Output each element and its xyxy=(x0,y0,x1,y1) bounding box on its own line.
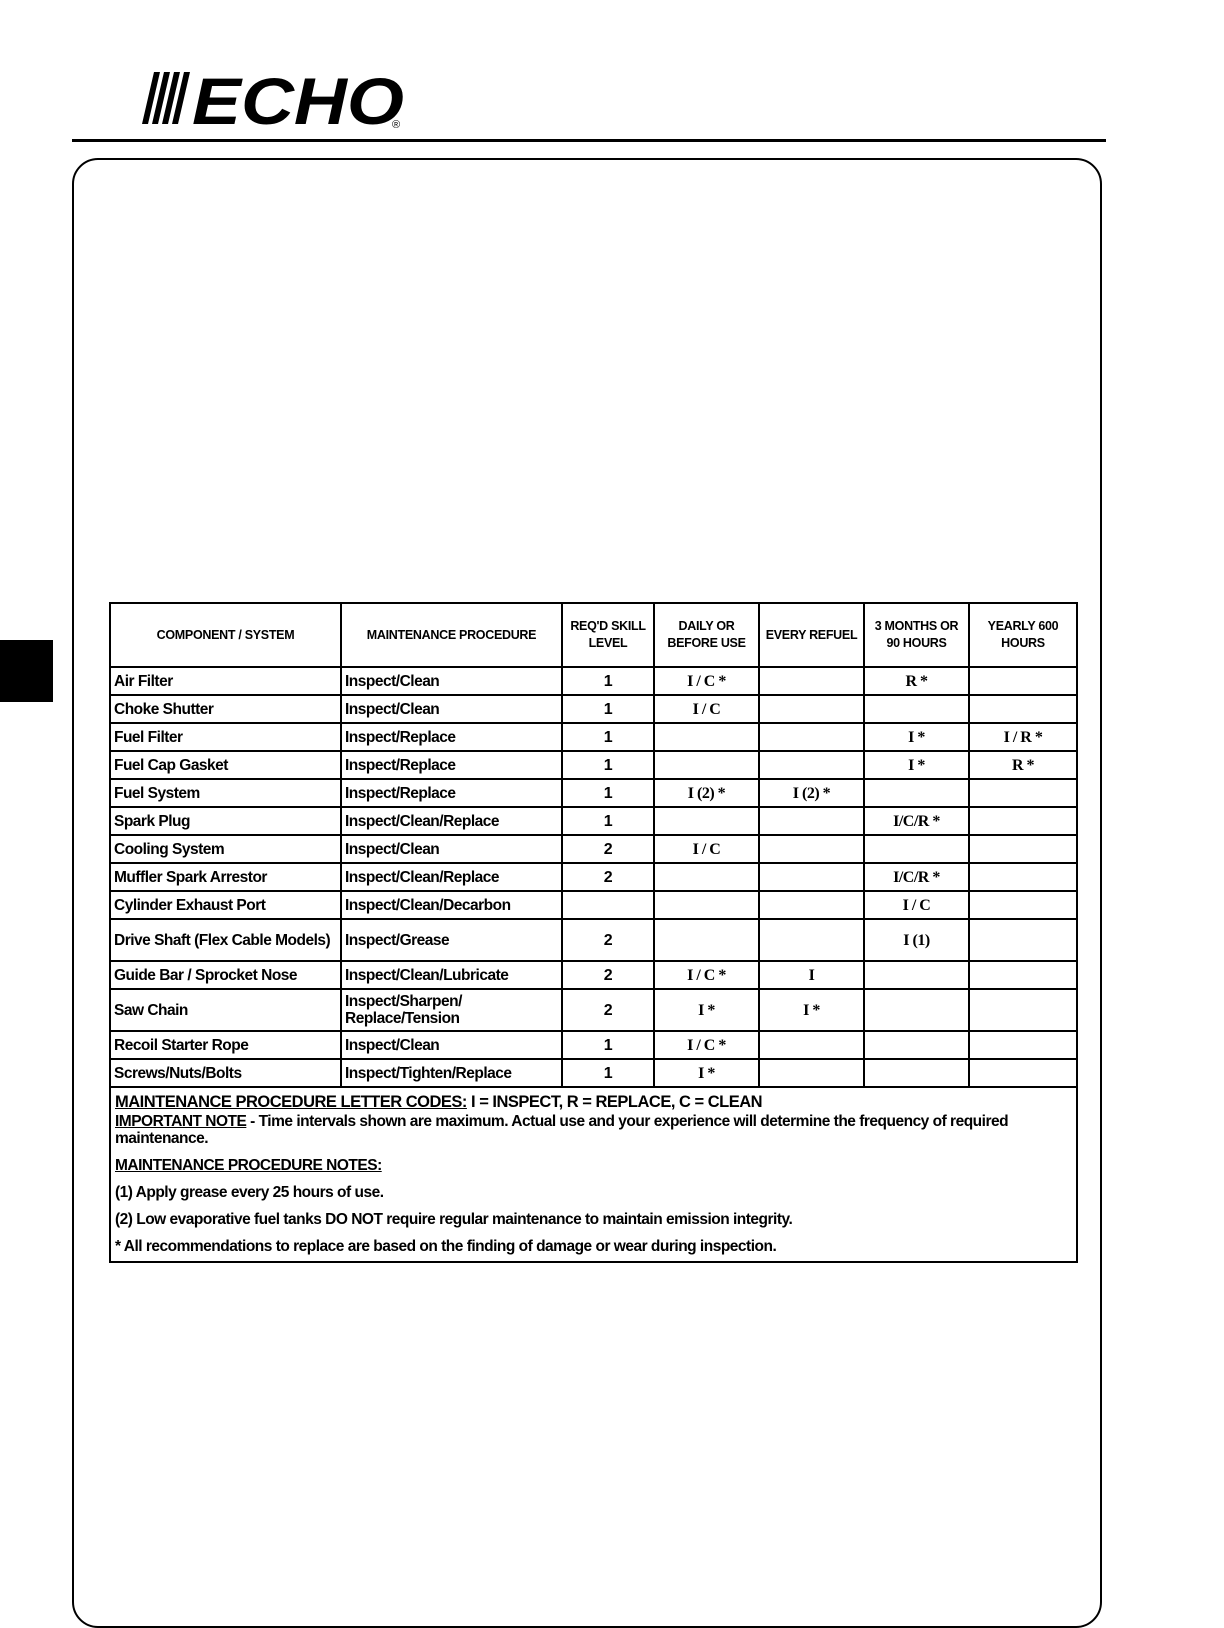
table-row xyxy=(110,1031,1077,1059)
skill-cell: 1 xyxy=(562,807,654,835)
component-cell: Fuel System xyxy=(110,779,341,807)
three-month-cell: I * xyxy=(864,723,969,751)
header-rule xyxy=(72,139,1106,142)
yearly-cell xyxy=(969,779,1077,807)
yearly-cell xyxy=(969,863,1077,891)
yearly-cell: R * xyxy=(969,751,1077,779)
header-component: COMPONENT / SYSTEM xyxy=(110,603,341,667)
refuel-cell xyxy=(759,807,864,835)
daily-cell xyxy=(654,891,759,919)
table-row xyxy=(110,667,1077,695)
procedure-cell: Inspect/Clean/Replace xyxy=(341,807,562,835)
refuel-cell xyxy=(759,695,864,723)
component-cell: Muffler Spark Arrestor xyxy=(110,863,341,891)
yearly-cell xyxy=(969,1059,1077,1087)
yearly-cell xyxy=(969,807,1077,835)
refuel-cell: I * xyxy=(759,989,864,1031)
three-month-cell: I (1) xyxy=(864,919,969,961)
section-tab-marker xyxy=(0,640,53,702)
component-cell: Drive Shaft (Flex Cable Models) xyxy=(110,919,341,961)
skill-cell: 1 xyxy=(562,751,654,779)
table-row xyxy=(110,891,1077,919)
daily-cell xyxy=(654,751,759,779)
procedure-note-1: (1) Apply grease every 25 hours of use. xyxy=(115,1184,384,1201)
daily-cell: I / C * xyxy=(654,961,759,989)
procedure-cell: Inspect/Clean xyxy=(341,695,562,723)
daily-cell xyxy=(654,807,759,835)
procedure-cell: Inspect/Sharpen/ Replace/Tension xyxy=(341,989,562,1031)
component-cell: Guide Bar / Sprocket Nose xyxy=(110,961,341,989)
skill-cell: 1 xyxy=(562,723,654,751)
daily-cell: I / C xyxy=(654,695,759,723)
table-row xyxy=(110,961,1077,989)
procedure-note-star: * All recommendations to replace are based on the finding of damage or wear during inspection. xyxy=(115,1238,777,1255)
skill-cell: 2 xyxy=(562,863,654,891)
three-month-cell xyxy=(864,695,969,723)
skill-cell: 1 xyxy=(562,1031,654,1059)
daily-cell: I * xyxy=(654,989,759,1031)
important-note-text: - Time intervals shown are maximum. Actual use and your experience will determine the frequency of required maintenance. xyxy=(115,1113,1009,1147)
yearly-cell xyxy=(969,989,1077,1031)
table-row xyxy=(110,919,1077,961)
refuel-cell xyxy=(759,891,864,919)
yearly-cell xyxy=(969,695,1077,723)
component-cell: Air Filter xyxy=(110,667,341,695)
component-cell: Cooling System xyxy=(110,835,341,863)
refuel-cell xyxy=(759,863,864,891)
procedure-cell: Inspect/Replace xyxy=(341,751,562,779)
notes-row xyxy=(110,1087,1077,1262)
three-month-cell xyxy=(864,835,969,863)
daily-cell xyxy=(654,863,759,891)
three-month-cell xyxy=(864,1059,969,1087)
three-month-cell: I/C/R * xyxy=(864,863,969,891)
refuel-cell xyxy=(759,835,864,863)
skill-cell: 1 xyxy=(562,1059,654,1087)
procedure-cell: Inspect/Clean/Decarbon xyxy=(341,891,562,919)
letter-codes-text: I = INSPECT, R = REPLACE, C = CLEAN xyxy=(466,1093,763,1111)
procedure-cell: Inspect/Clean xyxy=(341,667,562,695)
procedure-cell: Inspect/Clean xyxy=(341,1031,562,1059)
registered-mark: ® xyxy=(392,119,401,131)
procedure-notes-heading: MAINTENANCE PROCEDURE NOTES: xyxy=(115,1157,382,1174)
skill-cell: 2 xyxy=(562,989,654,1031)
three-month-cell: R * xyxy=(864,667,969,695)
maintenance-schedule-table xyxy=(109,602,1078,1263)
procedure-cell: Inspect/Grease xyxy=(341,919,562,961)
daily-cell xyxy=(654,919,759,961)
refuel-cell xyxy=(759,1059,864,1087)
three-month-cell: I/C/R * xyxy=(864,807,969,835)
procedure-cell: Inspect/Clean/Replace xyxy=(341,863,562,891)
skill-cell: 1 xyxy=(562,695,654,723)
procedure-cell: Inspect/Replace xyxy=(341,723,562,751)
yearly-cell xyxy=(969,667,1077,695)
refuel-cell xyxy=(759,723,864,751)
yearly-cell xyxy=(969,919,1077,961)
three-month-cell xyxy=(864,779,969,807)
refuel-cell xyxy=(759,919,864,961)
daily-cell xyxy=(654,723,759,751)
yearly-cell xyxy=(969,891,1077,919)
component-cell: Saw Chain xyxy=(110,989,341,1031)
table-header-row xyxy=(110,603,1077,667)
skill-cell xyxy=(562,891,654,919)
procedure-cell: Inspect/Clean/Lubricate xyxy=(341,961,562,989)
daily-cell: I / C * xyxy=(654,1031,759,1059)
daily-cell: I / C xyxy=(654,835,759,863)
component-cell: Recoil Starter Rope xyxy=(110,1031,341,1059)
letter-codes-label: MAINTENANCE PROCEDURE LETTER CODES: xyxy=(115,1093,467,1111)
component-cell: Fuel Filter xyxy=(110,723,341,751)
refuel-cell xyxy=(759,1031,864,1059)
refuel-cell xyxy=(759,751,864,779)
daily-cell: I / C * xyxy=(654,667,759,695)
header-every-refuel: EVERY REFUEL xyxy=(759,603,864,667)
important-note-label: IMPORTANT NOTE xyxy=(115,1113,247,1130)
letter-codes-line xyxy=(115,1094,1072,1111)
header-skill-level: REQ'D SKILL LEVEL xyxy=(562,603,654,667)
table-row xyxy=(110,835,1077,863)
refuel-cell xyxy=(759,667,864,695)
refuel-cell: I xyxy=(759,961,864,989)
component-cell: Spark Plug xyxy=(110,807,341,835)
echo-logo-graphic xyxy=(140,66,420,132)
skill-cell: 1 xyxy=(562,667,654,695)
daily-cell: I (2) * xyxy=(654,779,759,807)
header-yearly: YEARLY 600 HOURS xyxy=(969,603,1077,667)
skill-cell: 1 xyxy=(562,779,654,807)
header-3-months: 3 MONTHS OR 90 HOURS xyxy=(864,603,969,667)
yearly-cell: I / R * xyxy=(969,723,1077,751)
three-month-cell xyxy=(864,961,969,989)
table-row xyxy=(110,989,1077,1031)
component-cell: Fuel Cap Gasket xyxy=(110,751,341,779)
yearly-cell xyxy=(969,961,1077,989)
notes-cell xyxy=(110,1087,1077,1262)
important-note xyxy=(115,1113,1072,1147)
three-month-cell: I * xyxy=(864,751,969,779)
header-daily: DAILY OR BEFORE USE xyxy=(654,603,759,667)
procedure-cell: Inspect/Tighten/Replace xyxy=(341,1059,562,1087)
component-cell: Choke Shutter xyxy=(110,695,341,723)
echo-logo xyxy=(140,66,420,132)
skill-cell: 2 xyxy=(562,919,654,961)
table-row xyxy=(110,695,1077,723)
table-row xyxy=(110,751,1077,779)
refuel-cell: I (2) * xyxy=(759,779,864,807)
component-cell: Cylinder Exhaust Port xyxy=(110,891,341,919)
skill-cell: 2 xyxy=(562,961,654,989)
header-procedure: MAINTENANCE PROCEDURE xyxy=(341,603,562,667)
procedure-cell: Inspect/Replace xyxy=(341,779,562,807)
table-row xyxy=(110,723,1077,751)
three-month-cell xyxy=(864,1031,969,1059)
yearly-cell xyxy=(969,835,1077,863)
table-row xyxy=(110,779,1077,807)
three-month-cell xyxy=(864,989,969,1031)
procedure-cell: Inspect/Clean xyxy=(341,835,562,863)
three-month-cell: I / C xyxy=(864,891,969,919)
skill-cell: 2 xyxy=(562,835,654,863)
daily-cell: I * xyxy=(654,1059,759,1087)
logo-wordmark: ECHO xyxy=(192,66,404,132)
component-cell: Screws/Nuts/Bolts xyxy=(110,1059,341,1087)
table-row xyxy=(110,807,1077,835)
table-row xyxy=(110,1059,1077,1087)
table-row xyxy=(110,863,1077,891)
yearly-cell xyxy=(969,1031,1077,1059)
procedure-note-2: (2) Low evaporative fuel tanks DO NOT require regular maintenance to maintain emission integrity. xyxy=(115,1211,793,1228)
